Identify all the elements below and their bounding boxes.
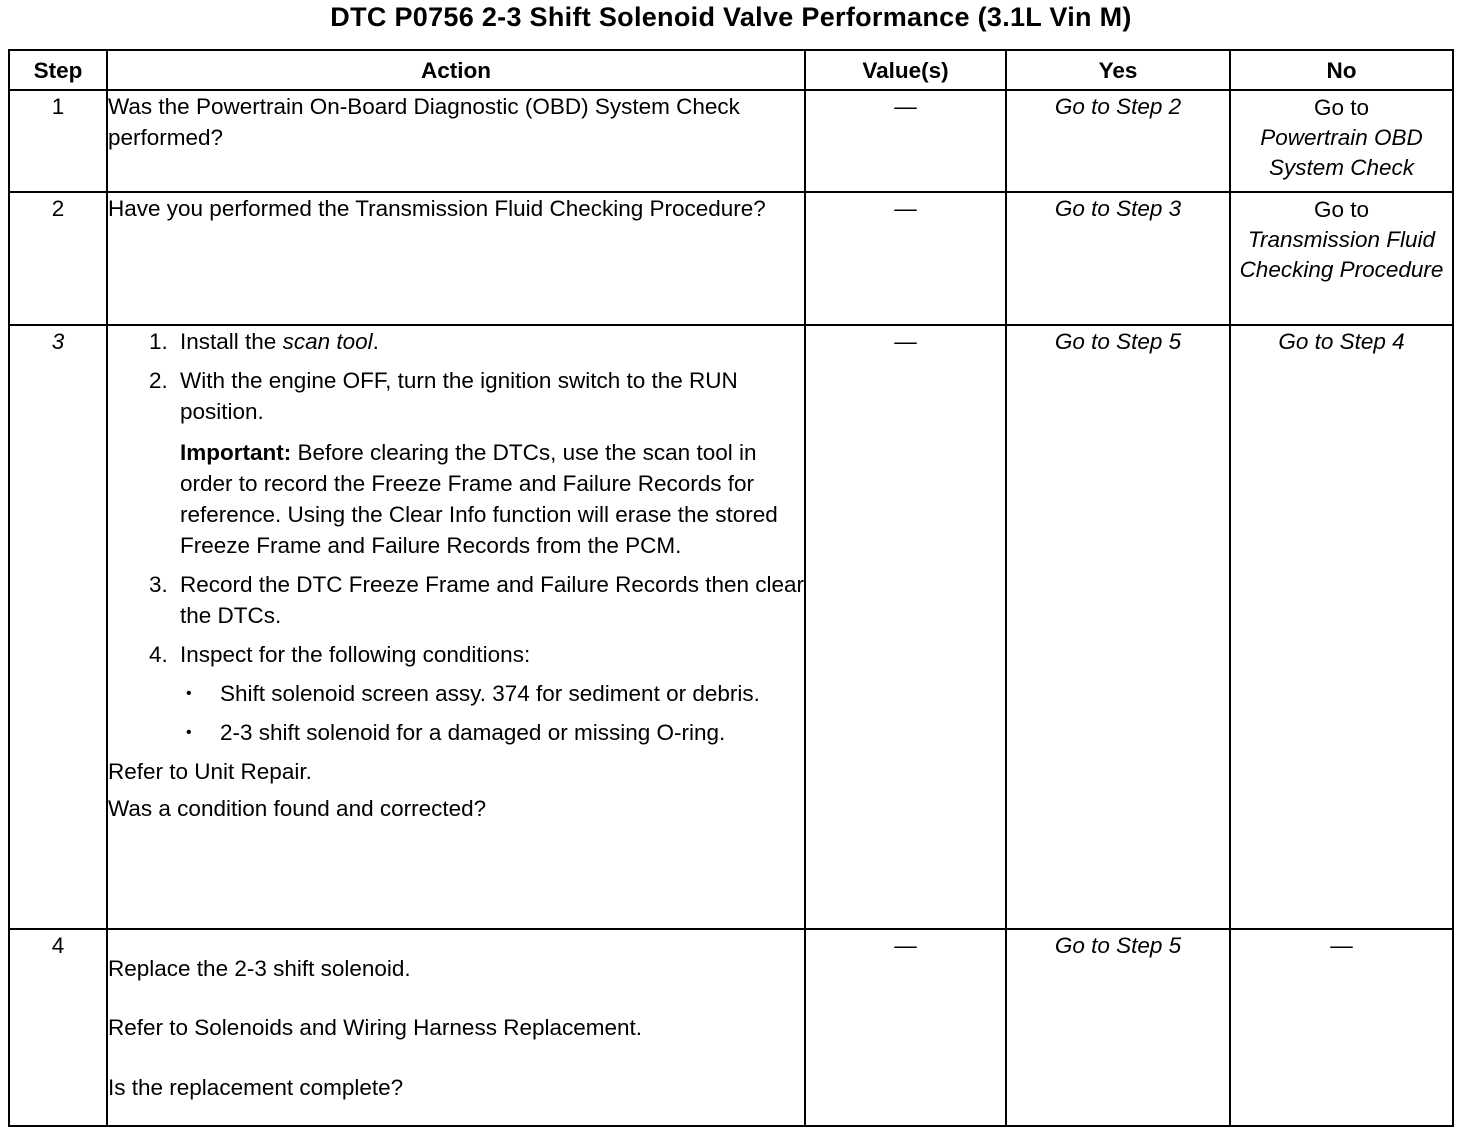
header-values: Value(s) — [805, 50, 1006, 90]
step-number: 1 — [9, 90, 107, 192]
table-row — [9, 192, 1453, 325]
value-cell: — — [805, 90, 1006, 192]
action-text: Was the Powertrain On-Board Diagnostic (OBD) System Check performed? — [107, 90, 805, 192]
list-item — [174, 365, 804, 561]
no-link-fluid-procedure[interactable]: Transmission Fluid Checking Procedure — [1239, 227, 1444, 282]
action-line: Refer to Solenoids and Wiring Harness Replacement. — [108, 1015, 643, 1040]
table-row — [9, 90, 1453, 192]
action-steps-list — [108, 326, 804, 748]
table-row — [9, 325, 1453, 929]
value-cell: — — [805, 192, 1006, 325]
no-cell — [1230, 90, 1453, 192]
step-number: 3 — [9, 325, 107, 929]
question-text: Is the replacement complete? — [108, 1074, 404, 1100]
no-go-to: Go to — [1313, 95, 1370, 120]
yes-link-step-2[interactable]: Go to Step 2 — [1006, 90, 1230, 192]
important-note — [180, 437, 804, 561]
header-yes: Yes — [1006, 50, 1230, 90]
list-item — [174, 569, 804, 631]
step-text-emphasis: scan tool — [282, 329, 373, 354]
question-text: Was a condition found and corrected? — [108, 796, 487, 821]
action-line: Replace the 2-3 shift solenoid. — [108, 955, 411, 981]
step-number: 2 — [9, 192, 107, 325]
step-text-suffix: . — [372, 329, 379, 354]
step-text: Install the — [180, 329, 283, 354]
no-link-step-4[interactable]: Go to Step 4 — [1230, 325, 1453, 929]
list-item — [174, 326, 804, 357]
important-text: Before clearing the DTCs, use the scan tool in order to record the Freeze Frame and Failure Records for reference. Using the Clear Info function will erase the stored Freeze Frame and Failure Records from the PCM. — [180, 440, 778, 558]
step-text: Inspect for the following conditions: — [180, 642, 531, 667]
list-item: • 2-3 shift solenoid for a damaged or missing O-ring. — [214, 717, 804, 748]
table-header-row — [9, 50, 1453, 90]
action-text: Have you performed the Transmission Fluid Checking Procedure? — [107, 192, 805, 325]
yes-link-step-3[interactable]: Go to Step 3 — [1006, 192, 1230, 325]
diagnostic-table — [8, 49, 1454, 1127]
conditions-list — [180, 678, 804, 748]
step-number: 4 — [9, 929, 107, 1126]
yes-link-step-5[interactable]: Go to Step 5 — [1006, 325, 1230, 929]
action-cell — [107, 325, 805, 929]
yes-link-step-5[interactable]: Go to Step 5 — [1006, 929, 1230, 1126]
no-link-obd-check[interactable]: Powertrain OBD System Check — [1260, 125, 1423, 180]
header-action: Action — [107, 50, 805, 90]
action-cell — [107, 929, 805, 1126]
no-cell — [1230, 192, 1453, 325]
step-text: With the engine OFF, turn the ignition switch to the RUN position. — [180, 368, 738, 424]
header-no: No — [1230, 50, 1453, 90]
list-item — [174, 639, 804, 748]
list-item: • Shift solenoid screen assy. 374 for sediment or debris. — [214, 678, 804, 709]
table-row — [9, 929, 1453, 1126]
value-cell: — — [805, 325, 1006, 929]
step-text: Record the DTC Freeze Frame and Failure Records then clear the DTCs. — [180, 572, 805, 628]
refer-text: Refer to Unit Repair. — [108, 759, 312, 784]
value-cell: — — [805, 929, 1006, 1126]
no-cell: — — [1230, 929, 1453, 1126]
header-step: Step — [9, 50, 107, 90]
page-title: DTC P0756 2-3 Shift Solenoid Valve Performance (3.1L Vin M) — [330, 2, 1132, 32]
no-go-to: Go to — [1313, 197, 1370, 222]
important-label: Important: — [180, 440, 292, 465]
